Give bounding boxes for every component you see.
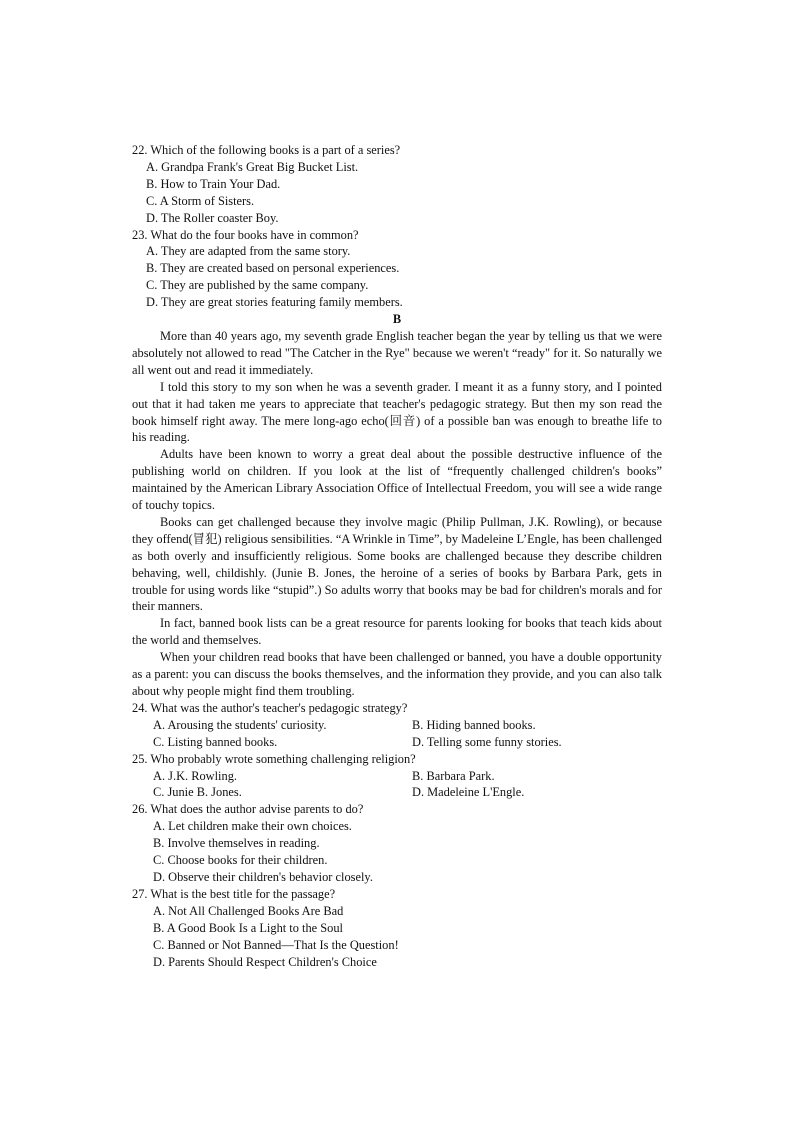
question-26 <box>132 801 662 886</box>
option-a: A. Arousing the students' curiosity. <box>153 717 327 732</box>
option-d: D. Parents Should Respect Children's Choice <box>153 954 377 969</box>
options-grid <box>132 717 662 751</box>
option-d: D. They are great stories featuring family members. <box>146 295 403 310</box>
option-d: D. Telling some funny stories. <box>412 734 562 749</box>
option-c: C. Junie B. Jones. <box>153 785 242 800</box>
passage-paragraph-2: I told this story to my son when he was a seventh grader. I meant it as a funny story, and I pointed out that it had taken me years to appreciate that teacher's pedagogic strategy. But then my son read the book himself right away. The mere long-ago echo(回音) of a possible ban was enough to breathe life to his reading. <box>132 379 662 445</box>
option-b: B. Involve themselves in reading. <box>153 836 320 851</box>
option-c: C. Choose books for their children. <box>153 853 328 868</box>
option-d: D. The Roller coaster Boy. <box>146 210 279 225</box>
question-text: 25. Who probably wrote something challenging religion? <box>132 751 416 766</box>
question-text: 22. Which of the following books is a part of a series? <box>132 143 401 157</box>
question-text: 24. What was the author's teacher's pedagogic strategy? <box>132 700 408 715</box>
option-b: B. Barbara Park. <box>412 768 495 783</box>
option-d: D. Madeleine L'Engle. <box>412 785 525 800</box>
question-22 <box>132 142 662 227</box>
option-a: A. They are adapted from the same story. <box>146 244 351 259</box>
option-b: B. How to Train Your Dad. <box>146 176 281 191</box>
question-27 <box>132 886 662 971</box>
option-b: B. A Good Book Is a Light to the Soul <box>153 920 343 935</box>
question-25 <box>132 751 662 802</box>
question-text: 23. What do the four books have in common? <box>132 227 359 242</box>
passage-paragraph-5: In fact, banned book lists can be a great resource for parents looking for books that teach kids about the world and themselves. <box>132 616 662 648</box>
option-c: C. Listing banned books. <box>153 734 278 749</box>
options-grid <box>132 768 662 802</box>
reading-passage <box>132 328 662 700</box>
question-24 <box>132 700 662 751</box>
option-b: B. Hiding banned books. <box>412 717 536 732</box>
question-text: 27. What is the best title for the passage? <box>132 886 336 901</box>
option-c: C. Banned or Not Banned—That Is the Question! <box>153 937 399 952</box>
passage-paragraph-1: More than 40 years ago, my seventh grade English teacher began the year by telling us that we were absolutely not allowed to read "The Catcher in the Rye" because we weren't “ready" for it. So naturally we all went out and read it immediately. <box>132 328 662 377</box>
option-c: C. They are published by the same company. <box>146 278 369 293</box>
question-23 <box>132 227 662 312</box>
option-b: B. They are created based on personal experiences. <box>146 261 400 276</box>
passage-paragraph-4: Books can get challenged because they involve magic (Philip Pullman, J.K. Rowling), or because they offend(冒犯) religious sensibilities. “A Wrinkle in Time”, by Madeleine L’Engle, has been challenged as both overly and insufficiently religious. Some books are challenged because they describe children behaving, well, childishly. (Junie B. Jones, the heroine of a series of books by Barbara Park, gets in trouble for using words like “stupid”.) So adults worry that books may be bad for children's morals and for their manners. <box>132 514 662 614</box>
option-a: A. Not All Challenged Books Are Bad <box>153 903 344 918</box>
option-a: A. J.K. Rowling. <box>153 768 237 783</box>
passage-paragraph-6: When your children read books that have been challenged or banned, you have a double opportunity as a parent: you can discuss the books themselves, and the information they provide, and you can also talk about why people might find them troubling. <box>132 650 662 698</box>
option-d: D. Observe their children's behavior closely. <box>153 869 373 884</box>
option-a: A. Let children make their own choices. <box>153 819 352 834</box>
question-text: 26. What does the author advise parents to do? <box>132 802 364 817</box>
passage-paragraph-3: Adults have been known to worry a great deal about the possible destructive influence of the publishing world on children. If you look at the list of “frequently challenged children's books” maintained by the American Library Association Office of Intellectual Freedom, you will see a wide range of touchy topics. <box>132 447 662 513</box>
section-label: B <box>392 312 402 327</box>
option-a: A. Grandpa Frank's Great Big Bucket List. <box>146 159 359 174</box>
page-content <box>132 142 662 970</box>
option-c: C. A Storm of Sisters. <box>146 193 255 208</box>
